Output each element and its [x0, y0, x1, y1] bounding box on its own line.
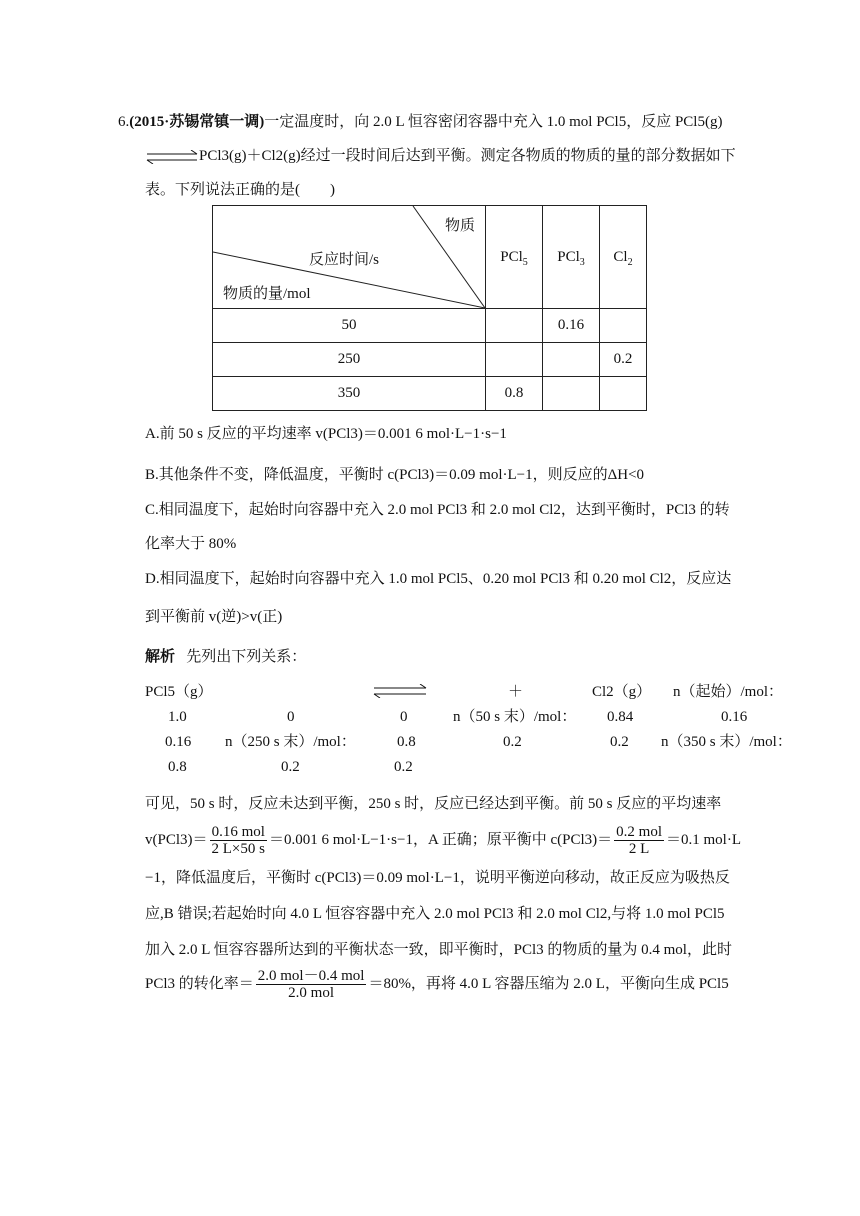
- relation-cell: n（350 s 末）/mol：: [661, 734, 792, 750]
- option-c-line-2: 化率大于 80%: [145, 536, 237, 552]
- value-cell: [543, 343, 600, 377]
- fraction: [256, 968, 367, 1001]
- value-cell: [486, 343, 543, 377]
- relation-cell: 0.84: [607, 709, 634, 725]
- analysis-heading: [145, 647, 306, 667]
- value-cell: [600, 309, 647, 343]
- table-row: [213, 343, 647, 377]
- value-cell: [543, 377, 600, 411]
- relation-cell: n（50 s 末）/mol：: [453, 709, 577, 725]
- relation-cell: 1.0: [168, 709, 187, 725]
- fraction-denominator: 2 L: [628, 841, 650, 858]
- col-header-pcl3: PCl$_3$: [543, 206, 600, 309]
- fraction: [614, 824, 664, 857]
- fraction-denominator: 2.0 mol: [288, 985, 335, 1002]
- analysis-para-1: 可见，50 s 时，反应未达到平衡，250 s 时，反应已经达到平衡。前 50 s 反应的平均速率: [145, 796, 722, 812]
- option-d-line-2: 到平衡前 v(逆)>v(正): [145, 609, 283, 625]
- fraction-denominator: 2 L×50 s: [211, 841, 265, 858]
- analysis-para-6: [145, 966, 729, 1002]
- value-cell: 0.8: [486, 377, 543, 411]
- fraction-numerator: 0.16 mol: [210, 824, 267, 841]
- analysis-para-4: 应,B 错误;若起始时向 4.0 L 恒容容器中充入 2.0 mol PCl3 和 2.0 mol Cl2,与将 1.0 mol PCl5: [145, 906, 725, 922]
- relation-cell: ＋: [508, 684, 524, 700]
- analysis-text: ＝80%，再将 4.0 L 容器压缩为 2.0 L，平衡向生成 PCl5: [368, 976, 729, 992]
- header-time: 反应时间/s: [309, 252, 380, 268]
- fraction-numerator: 2.0 mol－0.4 mol: [257, 968, 365, 985]
- analysis-para-5: 加入 2.0 L 恒容容器所达到的平衡状态一致，即平衡时，PCl3 的物质的量为 0.4 mol，此时: [145, 942, 732, 958]
- equilibrium-arrows-icon: [372, 684, 428, 698]
- header-substance: 物质: [445, 218, 476, 234]
- question-text-2: PCl3(g)＋Cl2(g)经过一段时间后达到平衡。测定各物质的物质的量的部分数据如下: [199, 148, 736, 164]
- question-line-1: [118, 112, 722, 132]
- analysis-text: ＝0.1 mol·L: [666, 832, 741, 848]
- relation-cell: Cl2（g）: [592, 684, 652, 700]
- table-row: [213, 309, 647, 343]
- question-text-1: 一定温度时，向 2.0 L 恒容密闭容器中充入 1.0 mol PCl5，反应 PCl5(g): [264, 114, 723, 130]
- option-a: A.前 50 s 反应的平均速率 v(PCl3)＝0.001 6 mol·L−1·s−1: [145, 426, 507, 442]
- fraction: [210, 824, 267, 857]
- col-header-cl2: $Cl_2$: [600, 206, 647, 309]
- analysis-para-2: [145, 822, 741, 858]
- table-diagonal-header: [213, 206, 486, 309]
- col-header-pcl5: PCl$_5$: [486, 206, 543, 309]
- option-b: B.其他条件不变，降低温度，平衡时 c(PCl3)＝0.09 mol·L−1，则反应的ΔH<0: [145, 467, 645, 483]
- value-cell: [486, 309, 543, 343]
- question-number: 6.: [118, 114, 130, 130]
- analysis-text: ＝0.001 6 mol·L−1·s−1，A 正确；原平衡中 c(PCl3)＝: [268, 832, 613, 848]
- analysis-text: PCl3 的转化率＝: [145, 976, 254, 992]
- question-line-3: 表。下列说法正确的是( ): [145, 182, 335, 198]
- relation-cell: 0.8: [397, 734, 416, 750]
- time-cell: 250: [213, 343, 486, 377]
- relation-cell: 0.16: [721, 709, 748, 725]
- analysis-label: 解析: [145, 649, 176, 665]
- analysis-text: v(PCl3)＝: [145, 832, 208, 848]
- value-cell: 0.2: [600, 343, 647, 377]
- time-cell: 50: [213, 309, 486, 343]
- header-amount: 物质的量/mol: [223, 286, 311, 302]
- time-cell: 350: [213, 377, 486, 411]
- relation-cell: PCl5（g）: [145, 684, 213, 700]
- data-table: [212, 205, 647, 411]
- relation-cell: 0.2: [394, 759, 413, 775]
- relation-cell: n（起始）/mol：: [673, 684, 784, 700]
- relation-cell: 0: [287, 709, 295, 725]
- table-row: [213, 377, 647, 411]
- fraction-numerator: 0.2 mol: [616, 824, 662, 841]
- option-c-line-1: C.相同温度下，起始时向容器中充入 2.0 mol PCl3 和 2.0 mol Cl2，达到平衡时，PCl3 的转: [145, 502, 730, 518]
- value-cell: [600, 377, 647, 411]
- analysis-para-3: −1，降低温度后，平衡时 c(PCl3)＝0.09 mol·L−1，说明平衡逆向移动，故正反应为吸热反: [145, 870, 730, 886]
- question-source: (2015·苏锡常镇一调): [129, 114, 265, 130]
- relation-cell: 0.8: [168, 759, 187, 775]
- option-d-line-1: D.相同温度下，起始时向容器中充入 1.0 mol PCl5、0.20 mol PCl3 和 0.20 mol Cl2，反应达: [145, 571, 732, 587]
- relation-cell: 0: [400, 709, 408, 725]
- analysis-intro: 先列出下列关系：: [186, 649, 307, 665]
- relation-cell: 0.16: [165, 734, 192, 750]
- value-cell: 0.16: [543, 309, 600, 343]
- relation-cell: 0.2: [610, 734, 629, 750]
- relation-cell: 0.2: [281, 759, 300, 775]
- question-line-2: [145, 146, 736, 166]
- relation-cell: n（250 s 末）/mol：: [225, 734, 356, 750]
- equilibrium-arrows-icon: [145, 150, 199, 164]
- relation-cell: 0.2: [503, 734, 522, 750]
